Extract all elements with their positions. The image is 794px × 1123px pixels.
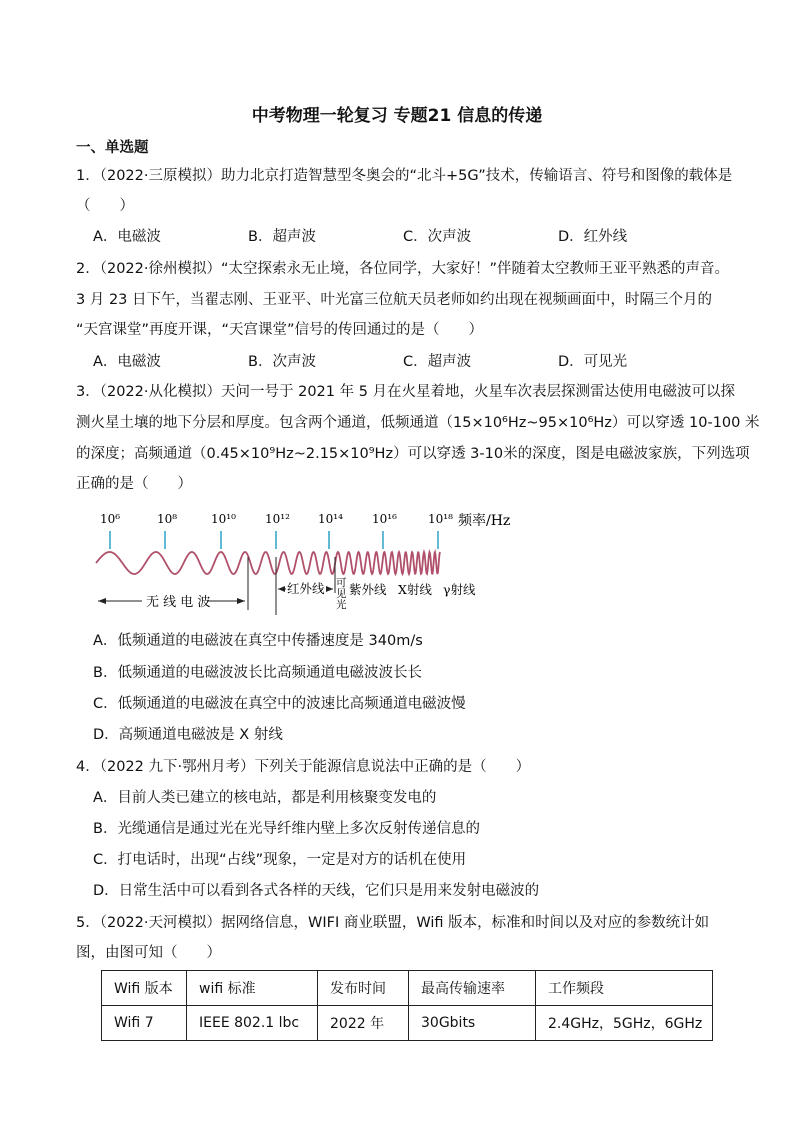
infrared-label: 红外线 bbox=[287, 581, 325, 596]
table-cell: 2022 年 bbox=[318, 1006, 409, 1041]
visible-label-1: 可 bbox=[336, 577, 347, 589]
option-c[interactable]: C．超声波 bbox=[403, 354, 472, 370]
tick-label-1e18: 10¹⁸ bbox=[428, 512, 453, 526]
question-3-option-c[interactable]: C．低频通道的电磁波在真空中的波速比高频通道电磁波慢 bbox=[93, 696, 466, 712]
question-3-option-b[interactable]: B．低频通道的电磁波波长比高频通道电磁波波长长 bbox=[93, 665, 422, 681]
table-cell: Wifi 7 bbox=[102, 1006, 187, 1041]
tick-label-1e8: 10⁸ bbox=[157, 512, 178, 526]
option-b[interactable]: B．超声波 bbox=[248, 229, 316, 245]
question-2-line-2: 3 月 23 日下午，当翟志刚、王亚平、叶光富三位航天员老师如约出现在视频画面中，时隔三个月的 bbox=[76, 292, 712, 308]
radio-wave-label: 无 线 电 波 bbox=[146, 595, 211, 610]
question-2-line-1: 2．（2022·徐州模拟）“太空探索永无止境，各位同学，大家好！”伴随着太空教师王亚平熟悉的声音。 bbox=[76, 261, 730, 277]
option-a[interactable]: A．电磁波 bbox=[93, 229, 161, 245]
question-4-option-d[interactable]: D．日常生活中可以看到各式各样的天线，它们只是用来发射电磁波的 bbox=[93, 883, 540, 899]
question-1-line-2: （ ） bbox=[76, 198, 134, 214]
page-title: 中考物理一轮复习 专题21 信息的传递 bbox=[251, 106, 543, 126]
question-4-line-1: 4．（2022 九下·鄂州月考）下列关于能源信息说法中正确的是（ ） bbox=[76, 759, 531, 775]
question-5-line-1: 5．（2022·天河模拟）据网络信息，WIFI 商业联盟，Wifi 版本，标准和时间以及对应的参数统计如 bbox=[76, 915, 710, 931]
question-3-line-1: 3．（2022·从化模拟）天问一号于 2021 年 5 月在火星着地，火星车次表层探测雷达使用电磁波可以探 bbox=[76, 384, 736, 400]
question-3-line-2: 测火星土壤的地下分层和厚度。包含两个通道，低频通道（15×10⁶Hz~95×10⁶Hz）可以穿透 10-100 米 bbox=[76, 415, 760, 431]
frequency-axis-label: 频率/Hz bbox=[458, 513, 510, 529]
question-2-line-3: “天宫课堂”再度开课，“天宫课堂”信号的传回通过的是（ ） bbox=[76, 322, 484, 338]
question-1-line-1: 1．（2022·三原模拟）助力北京打造智慧型冬奥会的“北斗+5G”技术，传输语言、符号和图像的载体是 bbox=[76, 168, 733, 184]
frequency-ticks bbox=[100, 512, 510, 549]
table-header-cell: wifi 标准 bbox=[187, 971, 318, 1006]
visible-label-3: 光 bbox=[336, 599, 347, 611]
table-cell: 30Gbits bbox=[409, 1006, 536, 1041]
question-4-option-a[interactable]: A．目前人类已建立的核电站，都是利用核聚变发电的 bbox=[93, 790, 437, 806]
em-spectrum-figure bbox=[90, 505, 510, 620]
ultraviolet-label: 紫外线 bbox=[349, 582, 387, 597]
arrow-head-left bbox=[98, 598, 106, 604]
table-cell: 2.4GHz，5GHz，6GHz bbox=[536, 1006, 713, 1041]
question-5-line-2: 图，由图可知（ ） bbox=[76, 945, 221, 961]
table-header-cell: 最高传输速率 bbox=[409, 971, 536, 1006]
table-header-cell: 工作频段 bbox=[536, 971, 713, 1006]
tick-label-1e14: 10¹⁴ bbox=[318, 512, 343, 526]
tick-label-1e6: 10⁶ bbox=[100, 512, 121, 526]
table-cell: IEEE 802.1 lbc bbox=[187, 1006, 318, 1041]
question-1-options bbox=[93, 227, 713, 247]
tick-label-1e12: 10¹² bbox=[265, 512, 290, 526]
option-d[interactable]: D．可见光 bbox=[558, 354, 628, 370]
option-a[interactable]: A．电磁波 bbox=[93, 354, 161, 370]
question-4-option-c[interactable]: C．打电话时，出现“占线”现象，一定是对方的话机在使用 bbox=[93, 852, 467, 868]
table-header-cell: Wifi 版本 bbox=[102, 971, 187, 1006]
xray-label: X射线 bbox=[398, 582, 432, 597]
arrow-head-right bbox=[237, 598, 245, 604]
tick-label-1e10: 10¹⁰ bbox=[211, 512, 236, 526]
question-4-option-b[interactable]: B．光缆通信是通过光在光导纤维内壁上多次反射传递信息的 bbox=[93, 821, 480, 837]
option-d[interactable]: D．红外线 bbox=[558, 229, 628, 245]
option-c[interactable]: C．次声波 bbox=[403, 229, 472, 245]
question-3-line-3: 的深度；高频通道（0.45×10⁹Hz~2.15×10⁹Hz）可以穿透 3-10米的深度，图是电磁波家族，下列选项 bbox=[76, 446, 750, 462]
question-3-line-4: 正确的是（ ） bbox=[76, 476, 192, 492]
option-b[interactable]: B．次声波 bbox=[248, 354, 316, 370]
gamma-ray-label: γ射线 bbox=[443, 582, 476, 597]
question-3-option-d[interactable]: D．高频通道电磁波是 X 射线 bbox=[93, 727, 283, 743]
wifi-params-table bbox=[101, 970, 713, 1041]
question-2-options bbox=[93, 352, 713, 372]
visible-label-2: 见 bbox=[336, 588, 347, 600]
section-heading: 一、单选题 bbox=[76, 140, 149, 156]
table-header-row bbox=[102, 971, 713, 1006]
question-3-option-a[interactable]: A．低频通道的电磁波在真空中传播速度是 340m/s bbox=[93, 633, 423, 649]
table-row bbox=[102, 1006, 713, 1041]
tick-label-1e16: 10¹⁶ bbox=[372, 512, 397, 526]
table-header-cell: 发布时间 bbox=[318, 971, 409, 1006]
em-wave-curve bbox=[96, 552, 440, 574]
